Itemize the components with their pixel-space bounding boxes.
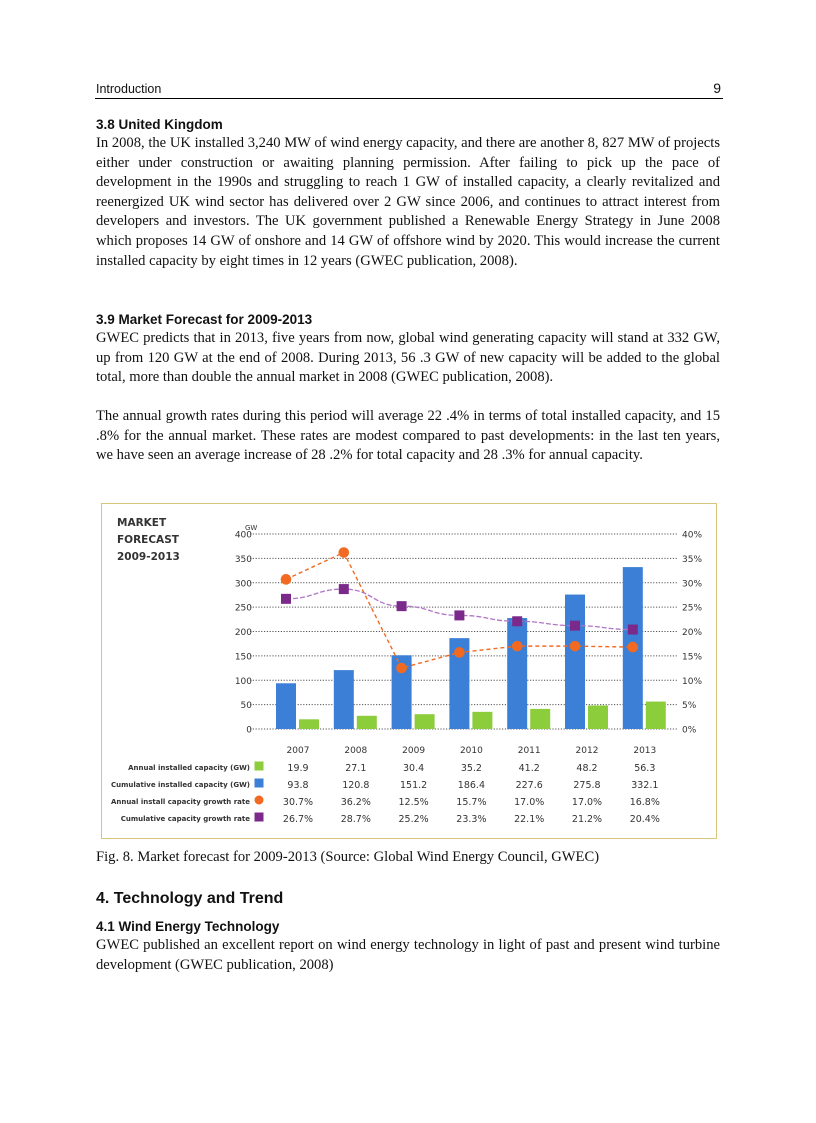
annual-capacity-bar — [530, 709, 550, 729]
y-tick-label: 250 — [234, 603, 252, 614]
table-value: 41.2 — [518, 763, 540, 774]
legend-label: Annual installed capacity (GW) — [128, 764, 250, 772]
legend-marker — [255, 813, 264, 822]
legend-marker — [255, 779, 264, 788]
table-value: 12.5% — [398, 797, 429, 808]
table-value: 19.9 — [287, 763, 309, 774]
cumulative-capacity-bar — [276, 683, 296, 729]
market-forecast-chart — [101, 503, 717, 839]
x-category-label: 2012 — [575, 746, 599, 756]
table-value: 35.2 — [460, 763, 482, 774]
table-value: 275.8 — [573, 780, 601, 791]
table-value: 30.4 — [403, 763, 425, 774]
annual-growth-rate-point — [339, 547, 350, 558]
cumulative-growth-rate-point — [281, 594, 291, 604]
y-tick-label: 200 — [234, 628, 252, 638]
x-category-label: 2010 — [459, 746, 483, 756]
legend-marker — [255, 762, 264, 771]
y2-tick-label: 15% — [682, 652, 703, 663]
chart-title-line: FORECAST — [117, 534, 179, 546]
x-category-label: 2009 — [402, 746, 426, 756]
y-tick-label: 150 — [234, 652, 252, 663]
section-4-1-heading: 4.1 Wind Energy Technology — [96, 919, 280, 934]
table-value: 56.3 — [634, 763, 656, 774]
section-3-8-paragraph: In 2008, the UK installed 3,240 MW of wind energy capacity, and there are another 8, 827 MW of projects either under construction or awaiting planning permission. After failing to pick up the pace of development in the 1990s and struggling to reach 1 GW of installed capacity, a clearly revitalized and reenergized UK wind sector has delivered over 2 GW since 2006, and continues to attract interest from developers and investors. The UK government published a Renewable Energy Strategy in June 2008 which proposes 14 GW of onshore and 14 GW of offshore wind by 2020. This would increase the current installed capacity by eight times in 12 years (GWEC publication, 2008). — [96, 135, 720, 269]
cumulative-growth-rate-point — [397, 601, 407, 611]
table-value: 25.2% — [398, 814, 429, 825]
y2-tick-label: 5% — [682, 701, 697, 712]
legend-marker — [255, 796, 264, 805]
cumulative-growth-rate-point — [454, 610, 464, 620]
x-category-label: 2008 — [344, 746, 368, 756]
section-3-9-paragraph-1: GWEC predicts that in 2013, five years from now, global wind generating capacity will stand at 332 GW, up from 120 GW at the end of 2008. During 2013, 56 .3 GW of new capacity will be added to the global total, more than double the annual market in 2008 (GWEC publication, 2008). — [96, 330, 720, 386]
table-value: 36.2% — [340, 797, 371, 808]
table-value: 30.7% — [282, 797, 314, 808]
annual-capacity-bar — [415, 714, 435, 729]
annual-capacity-bar — [357, 716, 377, 729]
y-tick-label: 50 — [240, 701, 252, 712]
y2-tick-label: 40% — [682, 530, 703, 541]
y-axis-unit-label: GW — [245, 524, 258, 532]
cumulative-growth-rate-point — [570, 621, 580, 631]
y2-tick-label: 0% — [682, 725, 697, 736]
table-value: 120.8 — [342, 780, 370, 791]
y2-tick-label: 25% — [682, 603, 703, 614]
table-value: 28.7% — [340, 814, 371, 825]
table-value: 186.4 — [457, 780, 486, 791]
y-tick-label: 350 — [234, 554, 252, 565]
table-value: 227.6 — [515, 780, 543, 791]
cumulative-growth-rate-point — [628, 625, 638, 635]
annual-capacity-bar — [588, 706, 608, 729]
section-4-heading: 4. Technology and Trend — [96, 890, 284, 907]
table-value: 21.2% — [571, 814, 603, 825]
table-value: 27.1 — [345, 763, 367, 774]
section-3-8-heading: 3.8 United Kingdom — [96, 117, 223, 132]
annual-growth-rate-point — [512, 641, 523, 652]
x-category-label: 2011 — [517, 746, 541, 756]
table-value: 48.2 — [576, 763, 598, 774]
legend-label: Annual install capacity growth rate — [110, 798, 250, 806]
annual-capacity-bar — [299, 719, 319, 729]
section-3-9-paragraph-2: The annual growth rates during this period will average 22 .4% in terms of total installed capacity, and 15 .8% for the annual market. These rates are modest compared to past developments: in the last ten years, we have seen an average increase of 28 .2% for total capacity and 28 .3% for annual capacity. — [96, 408, 720, 464]
legend-label: Cumulative capacity growth rate — [120, 815, 250, 823]
annual-capacity-bar — [646, 702, 666, 729]
annual-growth-rate-point — [281, 574, 292, 585]
cumulative-capacity-bar — [507, 618, 527, 729]
table-value: 20.4% — [629, 814, 660, 825]
y2-tick-label: 30% — [682, 579, 703, 590]
y-tick-label: 300 — [234, 579, 252, 590]
cumulative-growth-rate-point — [512, 616, 522, 626]
annual-growth-rate-point — [396, 663, 407, 674]
annual-growth-rate-point — [454, 647, 465, 658]
y2-tick-label: 20% — [682, 628, 703, 638]
table-value: 26.7% — [282, 814, 314, 825]
table-value: 22.1% — [514, 814, 545, 825]
running-header — [95, 80, 723, 99]
chart-canvas — [102, 504, 716, 838]
table-value: 332.1 — [631, 780, 659, 791]
annual-growth-rate-point — [628, 642, 639, 653]
y2-tick-label: 10% — [682, 676, 703, 687]
chart-title-line: MARKET — [117, 517, 167, 529]
figure-caption: Fig. 8. Market forecast for 2009-2013 (Source: Global Wind Energy Council, GWEC) — [96, 849, 600, 865]
chart-title-line: 2009-2013 — [117, 551, 180, 563]
table-value: 15.7% — [456, 797, 487, 808]
header-page-number: 9 — [713, 80, 721, 96]
cumulative-growth-rate-point — [339, 584, 349, 594]
table-value: 93.8 — [287, 780, 309, 791]
annual-capacity-bar — [472, 712, 492, 729]
legend-label: Cumulative installed capacity (GW) — [111, 781, 250, 789]
cumulative-capacity-bar — [565, 595, 585, 729]
y2-tick-label: 35% — [682, 554, 703, 565]
table-value: 17.0% — [514, 797, 545, 808]
y-tick-label: 0 — [246, 725, 252, 736]
annual-growth-rate-point — [570, 641, 581, 652]
section-3-9-heading: 3.9 Market Forecast for 2009-2013 — [96, 312, 313, 327]
x-category-label: 2013 — [633, 746, 657, 756]
y-tick-label: 100 — [234, 676, 252, 687]
section-4-1-paragraph: GWEC published an excellent report on wind energy technology in light of past and present wind turbine development (GWEC publication, 2008) — [96, 937, 720, 973]
y-tick-label: 400 — [234, 530, 252, 541]
table-value: 16.8% — [629, 797, 660, 808]
header-section-title: Introduction — [96, 82, 162, 96]
table-value: 151.2 — [399, 780, 428, 791]
cumulative-capacity-bar — [334, 670, 354, 729]
x-category-label: 2007 — [286, 746, 310, 756]
table-value: 17.0% — [571, 797, 603, 808]
table-value: 23.3% — [456, 814, 487, 825]
